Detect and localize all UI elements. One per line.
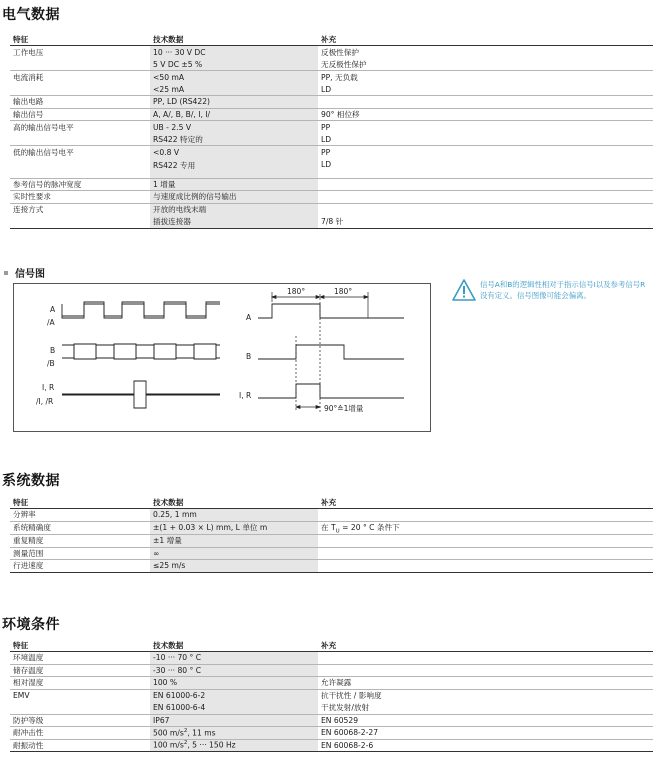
section-title-environment: 环境条件	[2, 617, 60, 633]
label-b: B	[50, 346, 56, 355]
waveform-ir2	[258, 384, 404, 398]
signal-diagram	[13, 283, 431, 432]
arrow-head	[364, 296, 368, 299]
table-row	[10, 689, 653, 702]
environment-table	[10, 640, 653, 752]
cell-tech-sup: 2	[183, 740, 188, 747]
cell-extra: 干扰发射/放射	[321, 703, 370, 712]
cell-tech	[150, 727, 318, 740]
table-row	[10, 133, 653, 146]
waveform-ir	[62, 381, 220, 394]
label-180-1: 180°	[287, 287, 306, 296]
arrow-head	[320, 296, 324, 299]
header-tech: 技术数据	[150, 497, 318, 509]
cell-extra	[318, 96, 653, 109]
cell-tech-part: 100 m/s	[153, 741, 184, 751]
cell-tech: 1 增量	[150, 178, 318, 191]
cell-extra: PP	[318, 121, 653, 134]
cell-extra-part: = 20 ° C 条件下	[339, 522, 400, 532]
table-header	[10, 34, 653, 46]
cell-extra	[318, 521, 653, 535]
table-row	[10, 652, 653, 665]
cell-tech-part: 500 m/s	[153, 728, 184, 738]
waveform-b-inv	[62, 345, 220, 359]
cell-feature: 输出电路	[10, 96, 150, 109]
signal-diagram-svg	[14, 284, 430, 431]
arrow-head	[272, 296, 276, 299]
warning-icon	[452, 279, 476, 301]
cell-extra: 7/8 针	[318, 216, 653, 229]
cell-tech: 100 %	[150, 677, 318, 690]
table-row	[10, 178, 653, 191]
cell-extra	[318, 203, 653, 216]
cell-tech: 与速度成比例的信号输出	[150, 191, 318, 204]
note-text: 信号A和B的逻辑性相对于指示信号I以及参考信号R没有定义。信号图像可能会偏离。	[480, 280, 646, 300]
cell-tech: -10 ··· 70 ° C	[150, 652, 318, 665]
label-increment: 90°≙1增量	[324, 404, 364, 413]
cell-tech: <50 mA	[150, 71, 318, 84]
cell-feature	[10, 133, 150, 146]
cell-extra: LD	[321, 160, 332, 169]
signal-heading	[4, 265, 45, 280]
cell-extra	[318, 560, 653, 573]
cell-feature: 相对湿度	[10, 677, 150, 690]
cell-tech: ±1 增量	[150, 535, 318, 548]
table-row	[10, 83, 653, 96]
cell-extra: EN 60529	[318, 714, 653, 727]
waveform-b2	[258, 345, 404, 359]
cell-tech: 插拔连接器	[150, 216, 318, 229]
arrow-head	[316, 406, 320, 409]
cell-feature: 耐冲击性	[10, 727, 150, 740]
table-row	[10, 702, 653, 715]
cell-tech: 开放的电线末端	[150, 203, 318, 216]
table-row	[10, 216, 653, 229]
cell-tech: UB - 2.5 V	[150, 121, 318, 134]
table-row	[10, 158, 653, 178]
header-extra: 补充	[318, 497, 653, 509]
cell-tech: ±(1 + 0.03 × L) mm, L 单位 m	[150, 521, 318, 535]
label-b-inv: /B	[47, 359, 55, 368]
cell-extra: PP	[318, 146, 653, 159]
cell-tech: EN 61000-6-2	[150, 689, 318, 702]
table-row	[10, 203, 653, 216]
cell-feature: 行进速度	[10, 560, 150, 573]
cell-extra	[318, 664, 653, 677]
cell-extra: LD	[321, 84, 332, 94]
table-row	[10, 58, 653, 71]
table-row	[10, 547, 653, 560]
cell-tech: IP67	[150, 714, 318, 727]
cell-feature: 重复精度	[10, 535, 150, 548]
cell-feature: 耐振动性	[10, 739, 150, 752]
table-row	[10, 509, 653, 522]
label-ir-inv: /I, /R	[36, 397, 54, 406]
cell-extra	[318, 178, 653, 191]
table-row	[10, 714, 653, 727]
cell-extra: PP, 无负载	[318, 71, 653, 84]
cell-feature: 实时性要求	[10, 191, 150, 204]
label-ir: I, R	[42, 383, 55, 392]
cell-extra-sub: U	[335, 528, 340, 535]
waveform-a2	[258, 304, 404, 318]
cell-feature	[10, 83, 150, 96]
cell-feature: 防护等级	[10, 714, 150, 727]
cell-tech: RS422 专用	[150, 158, 318, 178]
cell-extra: EN 60068-2-6	[318, 739, 653, 752]
header-feature: 特征	[10, 640, 150, 652]
cell-feature: 分辨率	[10, 509, 150, 522]
signal-title: 信号图	[15, 269, 45, 280]
cell-extra	[318, 535, 653, 548]
waveform-b	[62, 344, 220, 358]
cell-tech: EN 61000-6-4	[150, 702, 318, 715]
header-tech: 技术数据	[150, 34, 318, 46]
cell-tech-sup: 2	[183, 727, 188, 734]
table-row	[10, 677, 653, 690]
cell-feature: 系统精确度	[10, 521, 150, 535]
cell-tech: <0.8 V	[150, 146, 318, 159]
header-feature: 特征	[10, 497, 150, 509]
label-b2: B	[246, 352, 252, 361]
table-row	[10, 535, 653, 548]
cell-tech: 0.25, 1 mm	[150, 509, 318, 522]
cell-tech: PP, LD (RS422)	[150, 96, 318, 109]
system-table	[10, 497, 653, 573]
label-ir2: I, R	[239, 391, 252, 400]
table-row	[10, 71, 653, 84]
cell-tech: RS422 特定的	[150, 133, 318, 146]
cell-extra: 反极性保护	[318, 46, 653, 59]
cell-feature: EMV	[10, 689, 150, 702]
header-extra: 补充	[318, 640, 653, 652]
cell-feature: 连接方式	[10, 203, 150, 216]
table-row	[10, 121, 653, 134]
cell-extra: 无反极性保护	[321, 59, 367, 69]
cell-tech-part: , 11 ms	[187, 728, 216, 738]
cell-extra: LD	[321, 134, 332, 144]
cell-extra	[318, 652, 653, 665]
header-feature: 特征	[10, 34, 150, 46]
cell-extra: 允许凝露	[318, 677, 653, 690]
table-row	[10, 108, 653, 121]
cell-feature	[10, 158, 150, 178]
cell-feature: 低的输出信号电平	[10, 146, 150, 159]
cell-tech: -30 ··· 80 ° C	[150, 664, 318, 677]
label-a2: A	[246, 313, 252, 322]
cell-feature: 输出信号	[10, 108, 150, 121]
cell-feature	[10, 702, 150, 715]
table-row	[10, 560, 653, 573]
label-180-2: 180°	[334, 287, 353, 296]
cell-extra-part: 在 T	[321, 522, 336, 532]
table-header	[10, 497, 653, 509]
cell-extra	[318, 191, 653, 204]
table-row	[10, 727, 653, 740]
table-row	[10, 146, 653, 159]
section-title-electrical: 电气数据	[2, 7, 60, 23]
header-tech: 技术数据	[150, 640, 318, 652]
table-row	[10, 664, 653, 677]
cell-feature: 工作电压	[10, 46, 150, 59]
cell-tech	[150, 739, 318, 752]
table-row	[10, 191, 653, 204]
cell-tech: <25 mA	[150, 83, 318, 96]
cell-feature: 参考信号的脉冲宽度	[10, 178, 150, 191]
cell-extra: 抗干扰性 / 影响度	[318, 689, 653, 702]
cell-tech-part: , 5 ··· 150 Hz	[187, 741, 236, 751]
table-row	[10, 521, 653, 535]
cell-extra	[318, 509, 653, 522]
cell-feature: 环境温度	[10, 652, 150, 665]
table-row	[10, 739, 653, 752]
cell-feature	[10, 216, 150, 229]
cell-feature: 电流消耗	[10, 71, 150, 84]
header-extra: 补充	[318, 34, 653, 46]
section-title-system: 系统数据	[2, 473, 60, 489]
bullet-icon	[4, 271, 8, 275]
label-a: A	[50, 305, 56, 314]
cell-tech: 5 V DC ±5 %	[150, 58, 318, 71]
cell-tech: 10 ··· 30 V DC	[150, 46, 318, 59]
cell-extra: 90° 相位移	[318, 108, 653, 121]
cell-tech: ≤25 m/s	[150, 560, 318, 573]
cell-extra: EN 60068-2-27	[318, 727, 653, 740]
table-row	[10, 46, 653, 59]
table-row	[10, 96, 653, 109]
cell-feature	[10, 58, 150, 71]
cell-feature: 高的输出信号电平	[10, 121, 150, 134]
cell-feature: 测量范围	[10, 547, 150, 560]
cell-extra	[318, 547, 653, 560]
arrow-head	[296, 406, 300, 409]
table-header	[10, 640, 653, 652]
label-a-inv: /A	[47, 318, 55, 327]
signal-note	[452, 279, 652, 301]
cell-feature: 储存温度	[10, 664, 150, 677]
cell-tech: A, A/, B, B/, I, I/	[150, 108, 318, 121]
cell-tech: ∞	[150, 547, 318, 560]
waveform-ir-inv	[62, 395, 220, 408]
electrical-table	[10, 34, 653, 229]
